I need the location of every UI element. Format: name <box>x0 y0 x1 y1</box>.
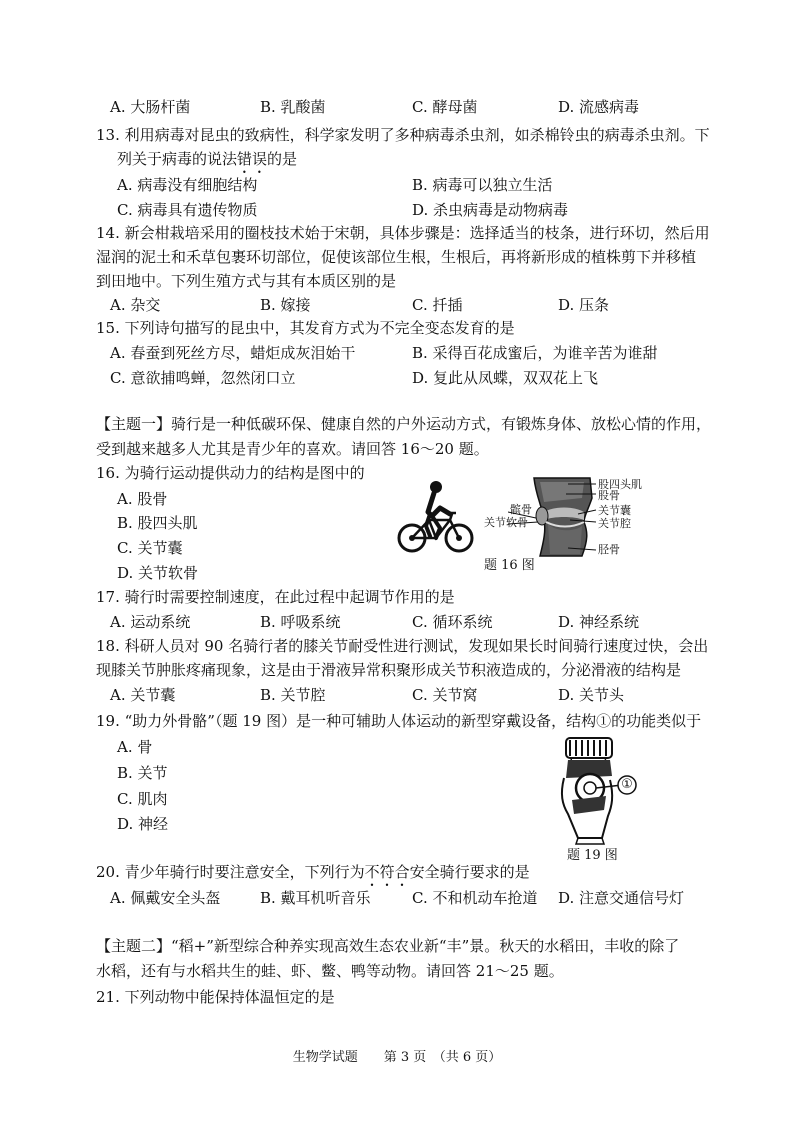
q14-stem-line3: 到田地中。下列生殖方式与其有本质区别的是 <box>96 272 397 290</box>
q15-option-a: A. 春蚕到死丝方尽，蜡炬成灰泪始干 <box>110 344 356 362</box>
q18-option-a: A. 关节囊 <box>110 686 176 704</box>
q20-option-a: A. 佩戴安全头盔 <box>110 889 221 907</box>
q16-figure-caption: 题 16 图 <box>484 558 535 573</box>
q15-option-b: B. 采得百花成蜜后，为谁辛苦为谁甜 <box>412 344 658 362</box>
q17-option-d: D. 神经系统 <box>558 613 640 631</box>
theme2-line1: 【主题二】“稻+”新型综合种养实现高效生态农业新“丰”景。秋天的水稻田，丰收的除了 <box>96 937 680 955</box>
q13-option-d: D. 杀虫病毒是动物病毒 <box>412 201 569 219</box>
q19-figure-caption: 题 19 图 <box>567 848 618 863</box>
q13-emphasis: 错误 <box>237 150 268 168</box>
q19-option-b: B. 关节 <box>117 764 168 782</box>
page-footer: 生物学试题 第 3 页 （共 6 页） <box>292 1050 502 1065</box>
q13-stem-line1: 13. 利用病毒对昆虫的致病性，科学家发明了多种病毒杀虫剂，如杀棉铃虫的病毒杀虫剂。下 <box>96 126 710 144</box>
q19-stem: 19. “助力外骨骼”（题 19 图）是一种可辅助人体运动的新型穿戴设备，结构①的功能类似于 <box>96 712 702 730</box>
q16-stem: 16. 为骑行运动提供动力的结构是图中的 <box>96 464 365 482</box>
label-joint-capsule: 关节囊 <box>598 504 631 517</box>
q17-option-b: B. 呼吸系统 <box>260 613 341 631</box>
q18-stem-line2: 现膝关节肿胀疼痛现象，这是由于滑液异常积聚形成关节积液造成的，分泌滑液的结构是 <box>96 661 682 679</box>
q20-option-d: D. 注意交通信号灯 <box>558 889 685 907</box>
q16-option-b: B. 股四头肌 <box>117 514 198 532</box>
q18-option-d: D. 关节头 <box>558 686 625 704</box>
q19-option-d: D. 神经 <box>117 815 169 833</box>
q15-option-c: C. 意欲捕鸣蝉，忽然闭口立 <box>110 369 296 387</box>
theme2-line2: 水稻，还有与水稻共生的蛙、虾、鳖、鸭等动物。请回答 21～25 题。 <box>96 962 564 980</box>
cyclist-figure <box>396 478 478 558</box>
q12-option-c: C. 酵母菌 <box>412 98 478 116</box>
q17-stem: 17. 骑行时需要控制速度，在此过程中起调节作用的是 <box>96 588 455 606</box>
q14-option-c: C. 扦插 <box>412 296 463 314</box>
q13-stem-line2: 列关于病毒的说法错误的是 <box>117 150 298 168</box>
label-tibia: 胫骨 <box>598 543 620 556</box>
label-joint-cavity: 关节腔 <box>598 517 631 530</box>
q13-option-c: C. 病毒具有遗传物质 <box>117 201 258 219</box>
q14-option-a: A. 杂交 <box>110 296 161 314</box>
q17-option-a: A. 运动系统 <box>110 613 191 631</box>
q14-option-d: D. 压条 <box>558 296 610 314</box>
label-femur: 股骨 <box>598 489 620 502</box>
q20-stem: 20. 青少年骑行时要注意安全，下列行为不符合安全骑行要求的是 <box>96 863 530 881</box>
q15-option-d: D. 复此从凤蝶，双双花上飞 <box>412 369 599 387</box>
q18-option-c: C. 关节窝 <box>412 686 478 704</box>
label-patella: 髌骨 <box>510 503 532 516</box>
q13-option-a: A. 病毒没有细胞结构 <box>117 176 258 194</box>
q15-stem: 15. 下列诗句描写的昆虫中，其发育方式为不完全变态发育的是 <box>96 319 515 337</box>
q16-option-d: D. 关节软骨 <box>117 564 199 582</box>
q17-option-c: C. 循环系统 <box>412 613 493 631</box>
q18-stem-line1: 18. 科研人员对 90 名骑行者的膝关节耐受性进行测试，发现如果长时间骑行速度过快，会出 <box>96 637 709 655</box>
q14-stem-line1: 14. 新会柑栽培采用的圈枝技术始于宋朝，具体步骤是：选择适当的枝条，进行环切，然后用 <box>96 224 710 242</box>
q13-option-b: B. 病毒可以独立生活 <box>412 176 553 194</box>
q20-option-c: C. 不和机动车抢道 <box>412 889 538 907</box>
q14-stem-line2: 湿润的泥土和禾草包裹环切部位，促使该部位生根，生根后，再将新形成的植株剪下并移植 <box>96 248 697 266</box>
q19-option-c: C. 肌肉 <box>117 790 168 808</box>
q14-option-b: B. 嫁接 <box>260 296 311 314</box>
label-articular-cartilage: 关节软骨 <box>484 516 528 529</box>
q16-option-c: C. 关节囊 <box>117 539 183 557</box>
q12-option-a: A. 大肠杆菌 <box>110 98 191 116</box>
label-quadriceps: 股四头肌 <box>598 478 642 491</box>
q16-option-a: A. 股骨 <box>117 490 168 508</box>
q20-option-b: B. 戴耳机听音乐 <box>260 889 371 907</box>
q19-option-a: A. 骨 <box>117 738 153 756</box>
theme1-line1: 【主题一】骑行是一种低碳环保、健康自然的户外运动方式，有锻炼身体、放松心情的作用， <box>96 415 712 433</box>
q12-option-b: B. 乳酸菌 <box>260 98 326 116</box>
structure-1-marker: ① <box>621 777 633 792</box>
q18-option-b: B. 关节腔 <box>260 686 326 704</box>
theme1-line2: 受到越来越多人尤其是青少年的喜欢。请回答 16～20 题。 <box>96 440 489 458</box>
q21-stem: 21. 下列动物中能保持体温恒定的是 <box>96 988 335 1006</box>
q20-emphasis: 不符合 <box>364 863 410 881</box>
q12-option-d: D. 流感病毒 <box>558 98 640 116</box>
